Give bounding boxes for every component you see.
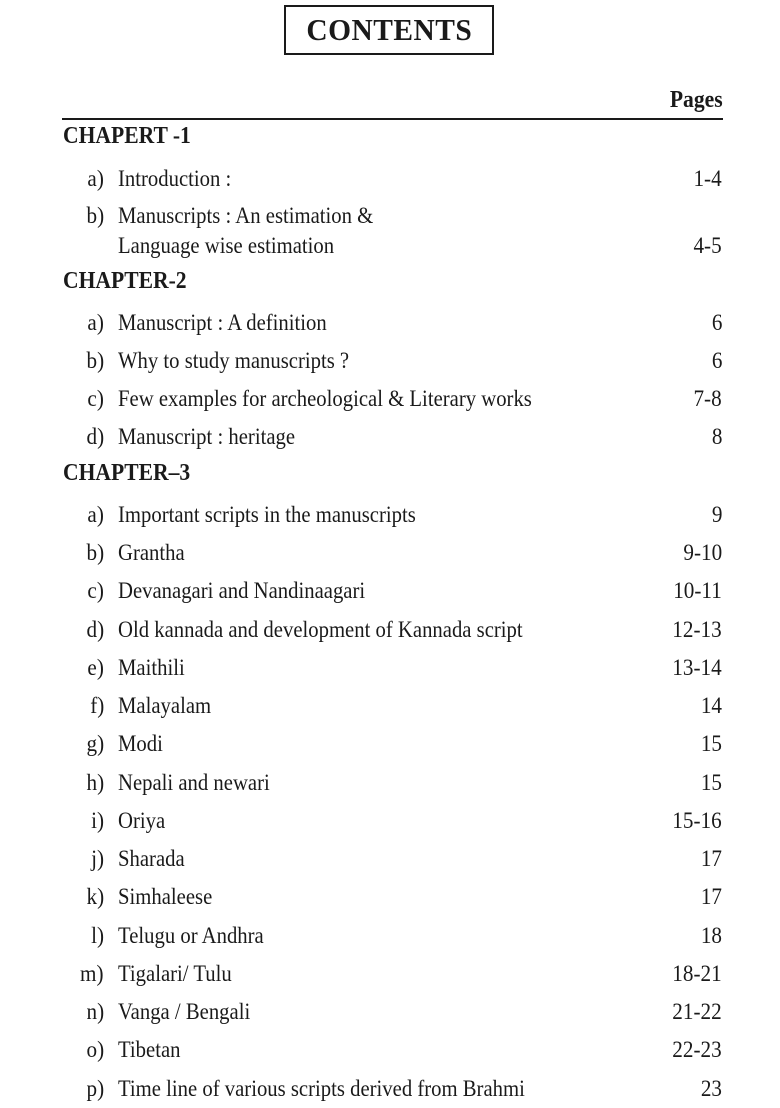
page-title: CONTENTS [306,12,472,47]
entry-page: 13-14 [672,655,722,680]
entry-letter: i) [91,808,104,833]
entry-label: Devanagari and Nandinaagari [118,578,366,603]
entry-letter: b) [86,540,104,565]
entry-page: 4-5 [693,233,722,258]
entry-label-continued: Language wise estimation [118,233,335,258]
entry-page: 9 [711,502,722,527]
entry-label: Nepali and newari [118,770,270,795]
entry-page: 15-16 [672,808,722,833]
entry-label: Manuscript : A definition [118,310,327,335]
pages-column-header: Pages [670,87,723,113]
entry-page: 9-10 [683,540,722,565]
entry-page: 6 [711,310,722,335]
entry-label: Malayalam [118,693,212,718]
entry-letter: b) [86,348,104,373]
entry-letter: h) [86,770,104,795]
entry-label: Grantha [118,540,185,565]
toc-entry[interactable] [0,309,780,337]
entry-letter: c) [87,578,104,603]
entry-label: Old kannada and development of Kannada script [118,617,523,642]
toc-entry[interactable] [0,539,780,567]
entry-letter: f) [89,693,104,718]
entry-label: Important scripts in the manuscripts [118,502,416,527]
entry-label: Introduction : [118,166,232,191]
toc-entry[interactable] [0,1075,780,1103]
toc-entry[interactable] [0,807,780,835]
entry-page: 14 [700,693,722,718]
entry-letter: p) [86,1076,104,1101]
toc-entry[interactable] [0,998,780,1026]
chapter-1-heading: CHAPERT -1 [63,123,191,149]
entry-letter: m) [80,961,104,986]
entry-page: 8 [711,424,722,449]
entry-label: Tibetan [118,1037,181,1062]
toc-entry[interactable] [0,616,780,644]
toc-entry[interactable] [0,347,780,375]
entry-page: 10-11 [673,578,722,603]
entry-label: Vanga / Bengali [118,999,251,1024]
entry-letter: a) [87,502,104,527]
entry-label: Oriya [118,808,166,833]
entry-label: Manuscripts : An estimation & [118,203,374,228]
entry-page: 22-23 [672,1037,722,1062]
header-divider [62,118,723,120]
toc-entry[interactable] [0,423,780,451]
toc-entry[interactable] [0,202,780,260]
entry-letter: j) [91,846,104,871]
entry-label: Simhaleese [118,884,213,909]
entry-letter: d) [86,617,104,642]
entry-letter: g) [86,731,104,756]
entry-letter: a) [87,310,104,335]
chapter-3-heading: CHAPTER–3 [63,460,191,486]
entry-page: 17 [700,884,722,909]
chapter-2-heading: CHAPTER-2 [63,268,187,294]
toc-entry[interactable] [0,165,780,193]
toc-entry[interactable] [0,654,780,682]
toc-entry[interactable] [0,385,780,413]
entry-page: 17 [700,846,722,871]
entry-label: Tigalari/ Tulu [118,961,232,986]
entry-page: 15 [700,770,722,795]
entry-letter: e) [87,655,104,680]
entry-letter: n) [86,999,104,1024]
entry-letter: d) [86,424,104,449]
entry-letter: b) [86,203,104,228]
entry-page: 21-22 [672,999,722,1024]
entry-label: Maithili [118,655,185,680]
entry-label: Telugu or Andhra [118,923,264,948]
entry-page: 12-13 [672,617,722,642]
toc-entry[interactable] [0,960,780,988]
entry-letter: c) [87,386,104,411]
entry-label: Manuscript : heritage [118,424,296,449]
entry-page: 15 [700,731,722,756]
toc-entry[interactable] [0,577,780,605]
entry-page: 7-8 [693,386,722,411]
toc-entry[interactable] [0,730,780,758]
entry-page: 18 [700,923,722,948]
entry-letter: k) [86,884,104,909]
entry-page: 23 [700,1076,722,1101]
toc-entry[interactable] [0,883,780,911]
entry-label: Modi [118,731,163,756]
toc-entry[interactable] [0,501,780,529]
entry-label: Few examples for archeological & Literary works [118,386,532,411]
entry-letter: l) [91,923,104,948]
entry-label: Time line of various scripts derived from Brahmi [118,1076,525,1101]
entry-page: 18-21 [672,961,722,986]
entry-label: Sharada [118,846,185,871]
entry-letter: o) [86,1037,104,1062]
entry-page: 1-4 [693,166,722,191]
toc-entry[interactable] [0,845,780,873]
entry-page: 6 [711,348,722,373]
entry-label: Why to study manuscripts ? [118,348,350,373]
contents-title-box [284,5,494,55]
toc-entry[interactable] [0,922,780,950]
toc-entry[interactable] [0,769,780,797]
toc-entry[interactable] [0,692,780,720]
toc-entry[interactable] [0,1036,780,1064]
entry-letter: a) [87,166,104,191]
